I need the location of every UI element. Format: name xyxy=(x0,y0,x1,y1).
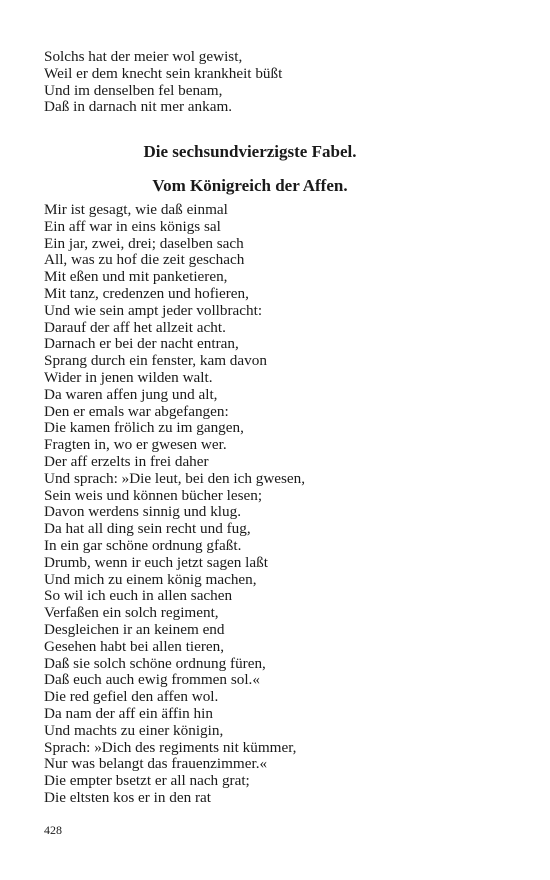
verse-line: Verfaßen ein solch regiment, xyxy=(44,604,219,622)
verse-line: Und im denselben fel benam, xyxy=(44,81,223,99)
verse-line: Der aff erzelts in frei daher xyxy=(44,452,209,470)
verse-line: Die red gefiel den affen wol. xyxy=(44,688,219,706)
verse-line: Ein aff war in eins königs sal xyxy=(44,217,221,235)
verse-line: Daß euch auch ewig frommen sol.« xyxy=(44,671,260,689)
verse-line: Da hat all ding sein recht und fug, xyxy=(44,520,251,538)
verse-line: Und wie sein ampt jeder vollbracht: xyxy=(44,301,263,319)
verse-line: Mir ist gesagt, wie daß einmal xyxy=(44,201,228,218)
verse-line: Und sprach: »Die leut, bei den ich gwesen, xyxy=(44,469,306,487)
verse-line: Ein jar, zwei, drei; daselben sach xyxy=(44,234,244,252)
verse-line: Fragten in, wo er gwesen wer. xyxy=(44,436,227,454)
verse-line: Die kamen frölich zu im gangen, xyxy=(44,419,244,437)
poem-verse xyxy=(44,202,514,807)
verse-line: Wider in jenen wilden walt. xyxy=(44,368,213,386)
verse-line: Den er emals war abgefangen: xyxy=(44,402,229,420)
verse-line: Da nam der aff ein äffin hin xyxy=(44,704,213,722)
page-number: 428 xyxy=(44,823,62,837)
verse-line: All, was zu hof die zeit geschach xyxy=(44,251,245,269)
verse-line: Sprang durch ein fenster, kam davon xyxy=(44,352,267,370)
verse-line: Die empter bsetzt er all nach grat; xyxy=(44,772,250,790)
verse-line: Darauf der aff het allzeit acht. xyxy=(44,318,226,336)
verse-line: Mit tanz, credenzen und hofieren, xyxy=(44,284,249,302)
verse-line: Sein weis und können bücher lesen; xyxy=(44,486,263,504)
verse-line: So wil ich euch in allen sachen xyxy=(44,587,233,605)
verse-line: Drumb, wenn ir euch jetzt sagen laßt xyxy=(44,553,268,571)
intro-verse xyxy=(44,49,514,116)
verse-line: Davon werdens sinnig und klug. xyxy=(44,503,241,521)
verse-line: Darnach er bei der nacht entran, xyxy=(44,335,239,353)
verse-line: Weil er dem knecht sein krankheit büßt xyxy=(44,64,283,82)
verse-line: Und mich zu einem könig machen, xyxy=(44,570,257,588)
verse-line: In ein gar schöne ordnung gfaßt. xyxy=(44,536,242,554)
verse-line: Daß sie solch schöne ordnung füren, xyxy=(44,654,266,672)
fable-subtitle: Vom Königreich der Affen. xyxy=(152,176,348,195)
fable-title: Die sechsundvierzigste Fabel. xyxy=(143,142,357,161)
verse-line: Nur was belangt das frauenzimmer.« xyxy=(44,755,268,773)
verse-line: Sprach: »Dich des regiments nit kümmer, xyxy=(44,738,297,756)
verse-line: Daß in darnach nit mer ankam. xyxy=(44,98,233,116)
verse-line: Desgleichen ir an keinem end xyxy=(44,620,225,638)
verse-line: Solchs hat der meier wol gewist, xyxy=(44,48,243,65)
verse-line: Da waren affen jung und alt, xyxy=(44,385,218,403)
verse-line: Die eltsten kos er in den rat xyxy=(44,788,212,806)
verse-line: Und machts zu einer königin, xyxy=(44,721,224,739)
verse-line: Mit eßen und mit panketieren, xyxy=(44,268,228,286)
verse-line: Gesehen habt bei allen tieren, xyxy=(44,637,225,655)
